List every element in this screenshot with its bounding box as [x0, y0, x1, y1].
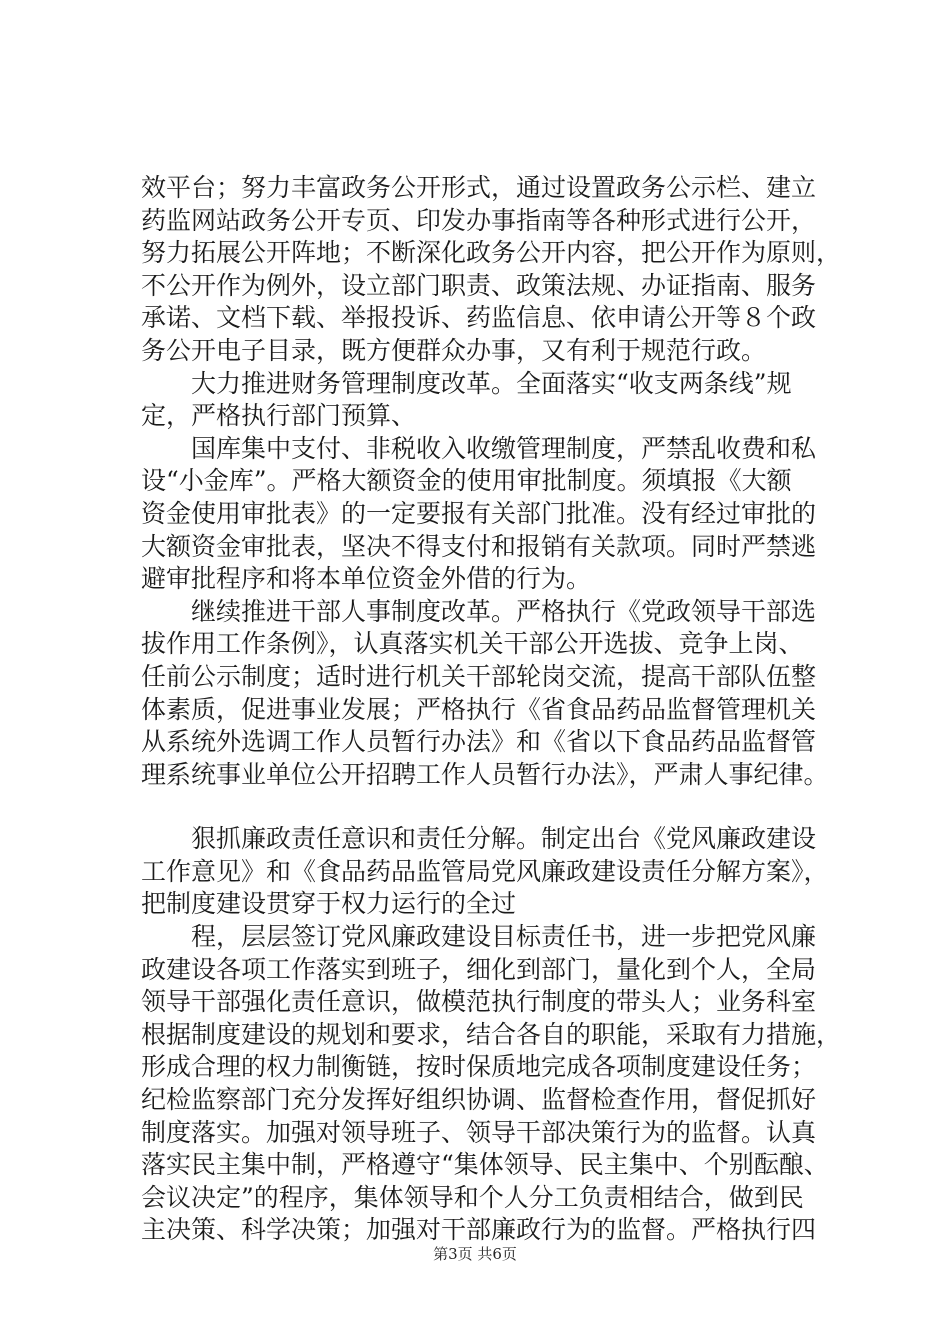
text-line: 领导干部强化责任意识，做模范执行制度的带头人；业务科室 [141, 987, 817, 1017]
text-line: 不公开作为例外，设立部门职责、政策法规、办证指南、服务 [141, 270, 817, 300]
text-line: 狠抓廉政责任意识和责任分解。制定出台《党风廉政建设 [141, 824, 817, 854]
text-line: 定，严格执行部门预算、 [141, 401, 417, 431]
text-line: 体素质，促进事业发展；严格执行《省食品药品监督管理机关 [141, 694, 817, 724]
text-line: 大额资金审批表，坚决不得支付和报销有关款项。同时严禁逃 [141, 531, 817, 561]
text-line: 主决策、科学决策；加强对干部廉政行为的监督。严格执行四 [141, 1215, 817, 1245]
text-line: 工作意见》和《食品药品监管局党风廉政建设责任分解方案》， [141, 856, 829, 886]
page-number-footer: 第3页 共6页 [433, 1245, 517, 1263]
text-line: 根据制度建设的规划和要求，结合各自的职能，采取有力措施， [141, 1019, 842, 1049]
text-line: 药监网站政务公开专页、印发办事指南等各种形式进行公开， [141, 205, 817, 235]
text-line: 拔作用工作条例》，认真落实机关干部公开选拔、竞争上岗、 [141, 629, 804, 659]
text-line: 会议决定”的程序，集体领导和个人分工负责相结合，做到民 [141, 1182, 804, 1212]
text-line: 设“小金库”。严格大额资金的使用审批制度。须填报《大额 [141, 466, 792, 496]
text-line: 继续推进干部人事制度改革。严格执行《党政领导干部选 [141, 596, 817, 626]
text-line: 把制度建设贯穿于权力运行的全过 [141, 889, 517, 919]
text-line: 落实民主集中制，严格遵守“集体领导、民主集中、个别酝酿、 [141, 1150, 829, 1180]
text-line: 大力推进财务管理制度改革。全面落实“收支两条线”规 [141, 368, 792, 398]
text-line: 程，层层签订党风廉政建设目标责任书，进一步把党风廉 [141, 922, 817, 952]
text-line: 从系统外选调工作人员暂行办法》和《省以下食品药品监督管 [141, 727, 817, 757]
text-line: 政建设各项工作落实到班子，细化到部门，量化到个人，全局 [141, 954, 817, 984]
text-line: 形成合理的权力制衡链，按时保质地完成各项制度建设任务； [141, 1052, 817, 1082]
text-line: 资金使用审批表》的一定要报有关部门批准。没有经过审批的 [141, 498, 817, 528]
body-text [141, 172, 841, 1247]
text-line: 务公开电子目录，既方便群众办事，又有利于规范行政。 [141, 335, 767, 365]
text-line: 努力拓展公开阵地；不断深化政务公开内容，把公开作为原则， [141, 238, 842, 268]
text-line: 制度落实。加强对领导班子、领导干部决策行为的监督。认真 [141, 1117, 817, 1147]
text-line: 效平台；努力丰富政务公开形式，通过设置政务公示栏、建立 [141, 173, 817, 202]
paragraph-gap [141, 791, 841, 823]
text-line: 纪检监察部门充分发挥好组织协调、监督检查作用，督促抓好 [141, 1085, 817, 1115]
text-line: 国库集中支付、非税收入收缴管理制度，严禁乱收费和私 [141, 433, 817, 463]
text-line: 避审批程序和将本单位资金外借的行为。 [141, 564, 592, 594]
text-line: 理系统事业单位公开招聘工作人员暂行办法》，严肃人事纪律。 [141, 759, 829, 789]
text-line: 任前公示制度；适时进行机关干部轮岗交流，提高干部队伍整 [141, 661, 817, 691]
text-line: 承诺、文档下载、举报投诉、药监信息、依申请公开等８个政 [141, 303, 817, 333]
